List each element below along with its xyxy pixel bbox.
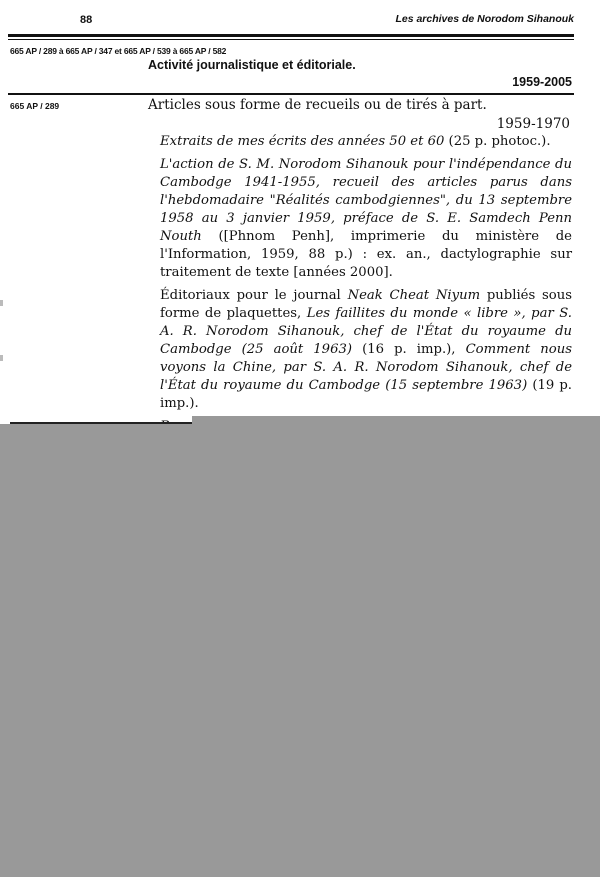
redacted-area [0,424,600,877]
section-title: Activité journalistique et éditoriale. [148,58,356,72]
list-item [160,133,572,151]
section-rule [8,93,574,95]
header-rule-thick [8,34,574,37]
item-title: Neak Cheat Niyum [347,288,481,303]
item-title: L'action de S. M. Norodom Sihanouk pour l'indépendance du Cambodge 1941-1955, recueil des articles parus dans l'hebdomadaire "Réalités cambodgiennes", du 13 septembre 1958 au 3 janvier 1959, préface de S. E. Samdech Penn Nouth [160,157,572,244]
running-head: Les archives de Norodom Sihanouk [395,13,574,25]
item-detail: (25 p. photoc.). [444,134,551,149]
scan-mark [0,300,3,306]
item-title: Les faillites du monde « libre », par S. A. R. Norodom Sihanouk, chef de l'État du royaume du Cambodge (25 août 1963) [160,306,572,357]
item-detail: (16 p. imp.), [352,342,466,357]
item-title: Extraits de mes écrits des années 50 et 60 [160,134,445,149]
entry-title: Articles sous forme de recueils ou de tirés à part. [148,97,487,113]
redaction-edge [192,416,600,424]
header-rule-thin [8,39,574,40]
entry-dates: 1959-1970 [496,116,570,132]
item-detail: ([Phnom Penh], imprimerie du ministère de l'Information, 1959, 88 p.) : ex. an., dactylographie sur traitement de texte [années 2000]. [160,229,572,280]
list-item [160,287,572,413]
item-detail: (19 p. imp.). [160,378,572,411]
page-number: 88 [80,14,93,26]
section-ref-range: 665 AP / 289 à 665 AP / 347 et 665 AP / 539 à 665 AP / 582 [10,46,227,56]
list-item [160,156,572,282]
entry-ref: 665 AP / 289 [10,101,60,111]
item-text: publiés sous forme de plaquettes, [160,288,572,321]
scan-mark [0,355,3,361]
item-title: Comment nous voyons la Chine, par S. A. R. Norodom Sihanouk, chef de l'État du royaume du Cambodge (15 septembre 1963) [160,342,572,393]
item-text: Éditoriaux pour le journal [160,288,348,303]
section-dates: 1959-2005 [512,75,572,89]
